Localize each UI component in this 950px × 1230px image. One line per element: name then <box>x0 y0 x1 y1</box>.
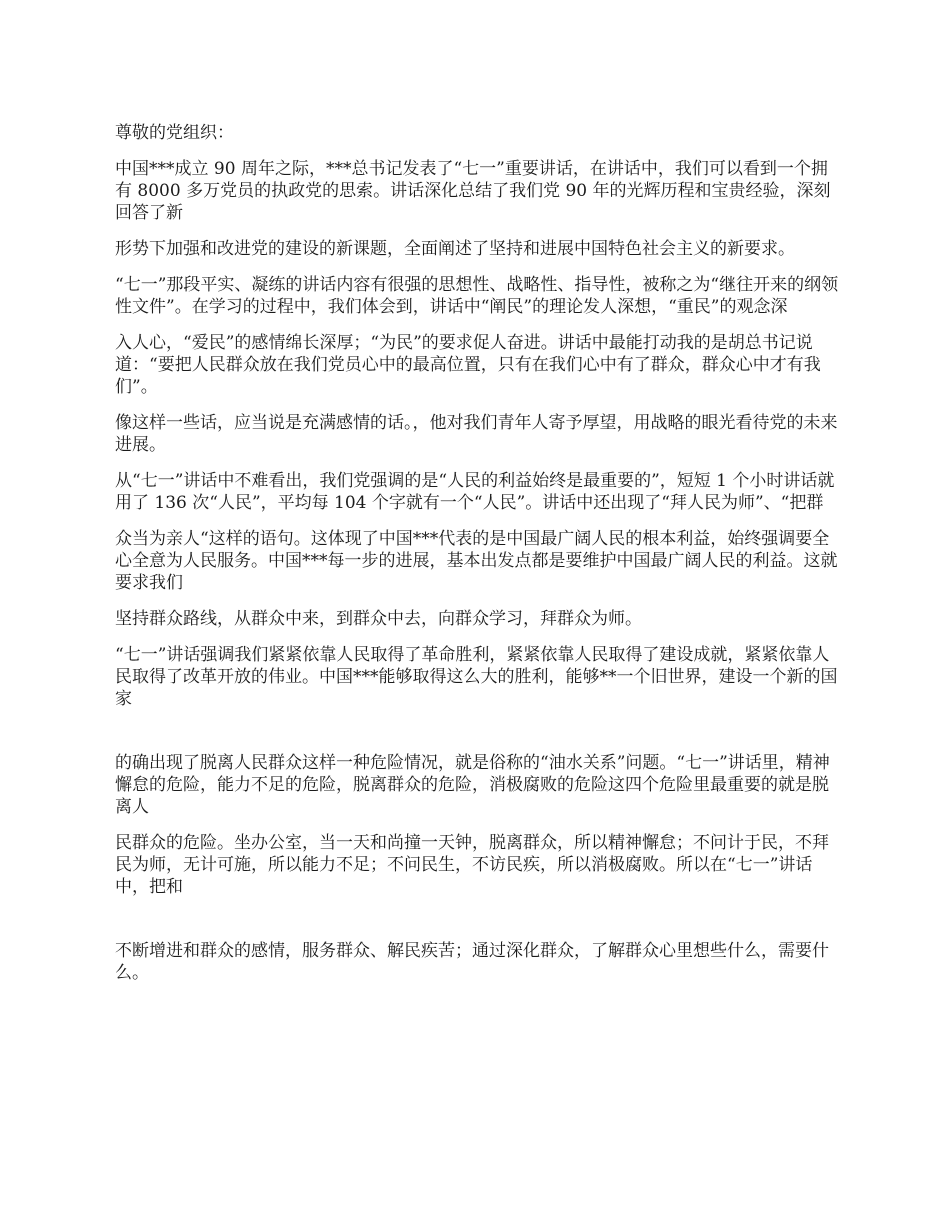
paragraph: 众当为亲人“这样的语句。这体现了中国***代表的是中国最广阔人民的根本利益，始终强调要全心全意为人民服务。中国***每一步的进展，基本出发点都是要维护中国最广阔人民的利益。这就要求我们 <box>115 529 838 593</box>
paragraph: 的确出现了脱离人民群众这样一种危险情况，就是俗称的“油水关系”问题。“七一”讲话里，精神懈怠的危险，能力不足的危险，脱离群众的危险，消极腐败的危险这四个危险里最重要的就是脱离人 <box>115 753 830 817</box>
paragraph: 民群众的危险。坐办公室，当一天和尚撞一天钟，脱离群众，所以精神懈怠；不问计于民，不拜民为师，无计可施，所以能力不足；不问民生，不访民疾，所以消极腐败。所以在“七一”讲话中，把和 <box>115 833 829 897</box>
paragraph: 入人心，“爱民”的感情绵长深厚；“为民”的要求促人奋进。讲话中最能打动我的是胡总书记说道：“要把人民群众放在我们党员心中的最高位置，只有在我们心中有了群众，群众心中才有我们”。 <box>115 333 821 397</box>
paragraph: “七一”讲话强调我们紧紧依靠人民取得了革命胜利，紧紧依靠人民取得了建设成就，紧紧依靠人民取得了改革开放的伟业。中国***能够取得这么大的胜利，能够**一个旧世界，建设一个新的国家 <box>115 645 838 709</box>
paragraph: 不断增进和群众的感情，服务群众、解民疾苦；通过深化群众，了解群众心里想些什么，需要什么。 <box>115 941 829 983</box>
paragraph: 形势下加强和改进党的建设的新课题，全面阐述了坚持和进展中国特色社会主义的新要求。 <box>115 239 795 259</box>
paragraph: 中国***成立 90 周年之际，***总书记发表了“七一”重要讲话，在讲话中，我们可以看到一个拥有 8000 多万党员的执政党的思索。讲话深化总结了我们党 90 年的光辉历程和宝贵经验，深刻回答了新 <box>115 159 831 223</box>
section-gap <box>115 912 840 940</box>
paragraph: 从“七一”讲话中不难看出，我们党强调的是“人民的利益始终是最重要的”，短短 1 个小时讲话就用了 136 次“人民”，平均每 104 个字就有一个“人民”。讲话中还出现了“拜人民为师”、“把群 <box>115 471 835 513</box>
paragraph: 坚持群众路线，从群众中来，到群众中去，向群众学习，拜群众为师。 <box>115 609 642 629</box>
paragraph: “七一”那段平实、凝练的讲话内容有很强的思想性、战略性、指导性，被称之为“继往开来的纲领性文件”。在学习的过程中，我们体会到，讲话中“阐民”的理论发人深想，“重民”的观念深 <box>115 275 839 317</box>
paragraph: 像这样一些话，应当说是充满感情的话。，他对我们青年人寄予厚望，用战略的眼光看待党的未来进展。 <box>115 413 838 455</box>
document-body <box>115 122 840 998</box>
salutation: 尊敬的党组织： <box>115 123 234 143</box>
section-gap <box>115 724 840 752</box>
